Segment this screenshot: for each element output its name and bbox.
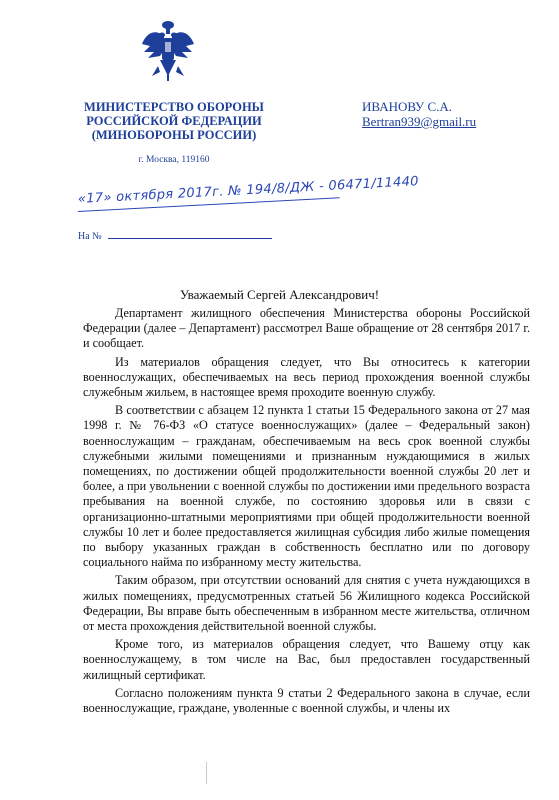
greeting: Уважаемый Сергей Александрович! <box>179 287 380 302</box>
recipient-name: ИВАНОВУ С.А. <box>362 99 453 114</box>
ministry-line: МИНИСТЕРСТВО ОБОРОНЫ <box>84 100 264 114</box>
paragraph: Департамент жилищного обеспечения Министерства обороны Российской Федерации (далее – Департамент) рассмотрел Ваше обращение от 28 сентября 2017 г. и сообщает. <box>83 306 530 351</box>
recipient-email[interactable]: Bertran939@gmail.ru <box>362 114 477 129</box>
ministry-address: г. Москва, 119160 <box>138 155 210 165</box>
ministry-line: РОССИЙСКОЙ ФЕДЕРАЦИИ <box>86 114 262 128</box>
paragraph: Кроме того, из материалов обращения следует, что Вашему отцу как военнослужащему, в том числе на Вас, был предоставлен государственный жилищный сертификат. <box>83 637 530 682</box>
paragraph: Согласно положениям пункта 9 статьи 2 Федерального закона в случае, если военнослужащие, граждане, уволенные с военной службы, и члены их <box>83 685 530 716</box>
paragraph: В соответствии с абзацем 12 пункта 1 статьи 15 Федерального закона от 27 мая 1998 г. № 76-ФЗ «О статусе военнослужащих» (далее – Федеральный закон) военнослужащим – гражданам, обеспечиваемым на весь срок военной службы служебными жилыми помещениями и признанным нуждающимися в жилых помещениях, по достижении общей продолжительности военной службы 20 лет и более, а при увольнении с военной службы по достижении ими предельного возраста пребывания на военной службе, по состоянию здоровья или в связи с организационно-штатными мероприятиями при общей продолжительности военной службы 10 лет и более предоставляется жилищная субсидия либо жилые помещения по выбору указанных граждан в собственность бесплатно или по договору социального найма по избранному месту жительства. <box>83 403 530 570</box>
ministry-name <box>74 100 274 142</box>
ministry-line: (МИНОБОРОНЫ РОССИИ) <box>91 128 257 142</box>
double-headed-eagle-emblem <box>140 20 196 82</box>
registration-number: «17» октября 2017г. № 194/8/ДЖ - 06471/11440 <box>77 174 420 207</box>
reply-reference-label: На № <box>78 231 102 242</box>
reply-reference-blank <box>108 230 272 239</box>
letter-body <box>83 306 530 719</box>
recipient-block <box>362 99 476 129</box>
paragraph: Из материалов обращения следует, что Вы относитесь к категории военнослужащих, обеспечиваемых на весь период прохождения военной службы служебным жильем, в настоящее время проходите военную службу. <box>83 354 530 400</box>
binder-mark <box>206 762 207 784</box>
paragraph: Таким образом, при отсутствии оснований для снятия с учета нуждающихся в жилых помещениях, предусмотренных статьей 56 Жилищного кодекса Российской Федерации, Вы вправе быть обеспеченным в избранном месте жительства, отличном от места прохождения действительной военной службы. <box>83 573 530 634</box>
reply-reference <box>78 230 272 242</box>
